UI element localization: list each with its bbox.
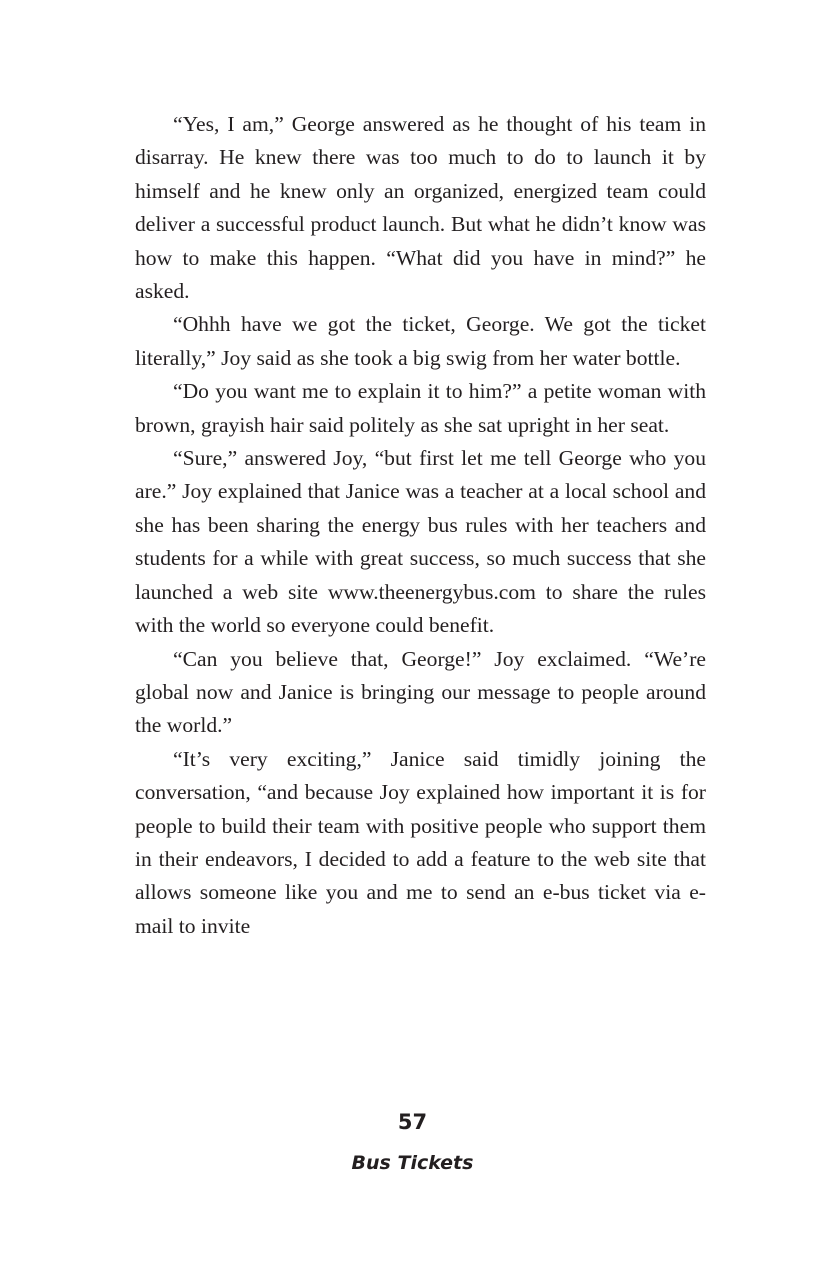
- paragraph-3: “Do you want me to explain it to him?” a petite woman with brown, grayish hair said politely as she sat upright in her seat.: [135, 379, 706, 437]
- paragraph-2: “Ohhh have we got the ticket, George. We got the ticket literally,” Joy said as she took a big swig from her water bottle.: [135, 312, 706, 370]
- paragraph-5: “Can you believe that, George!” Joy exclaimed. “We’re global now and Janice is bringing our message to people around the world.”: [135, 646, 706, 738]
- page-number: 57: [397, 1110, 428, 1134]
- paragraph-6: “It’s very exciting,” Janice said timidly joining the conversation, “and because Joy explained how important it is for people to build their team with positive people who support them in their endeavors, I decided to add a feature to the web site that allows someone like you and me to send an e-bus ticket via e-mail to invite: [135, 746, 706, 938]
- body-text: [135, 108, 706, 943]
- paragraph-1: “Yes, I am,” George answered as he thought of his team in disarray. He knew there was too much to do to launch it by himself and he knew only an organized, energized team could deliver a successful product launch. But what he didn’t know was how to make this happen. “What did you have in mind?” he asked.: [135, 112, 706, 304]
- running-title: Bus Tickets: [351, 1152, 474, 1174]
- paragraph-4: “Sure,” answered Joy, “but first let me tell George who you are.” Joy explained that Janice was a teacher at a local school and she has been sharing the energy bus rules with her teachers and students for a while with great success, so much success that she launched a web site www.theenergybus.com to share the rules with the world so everyone could benefit.: [135, 446, 706, 638]
